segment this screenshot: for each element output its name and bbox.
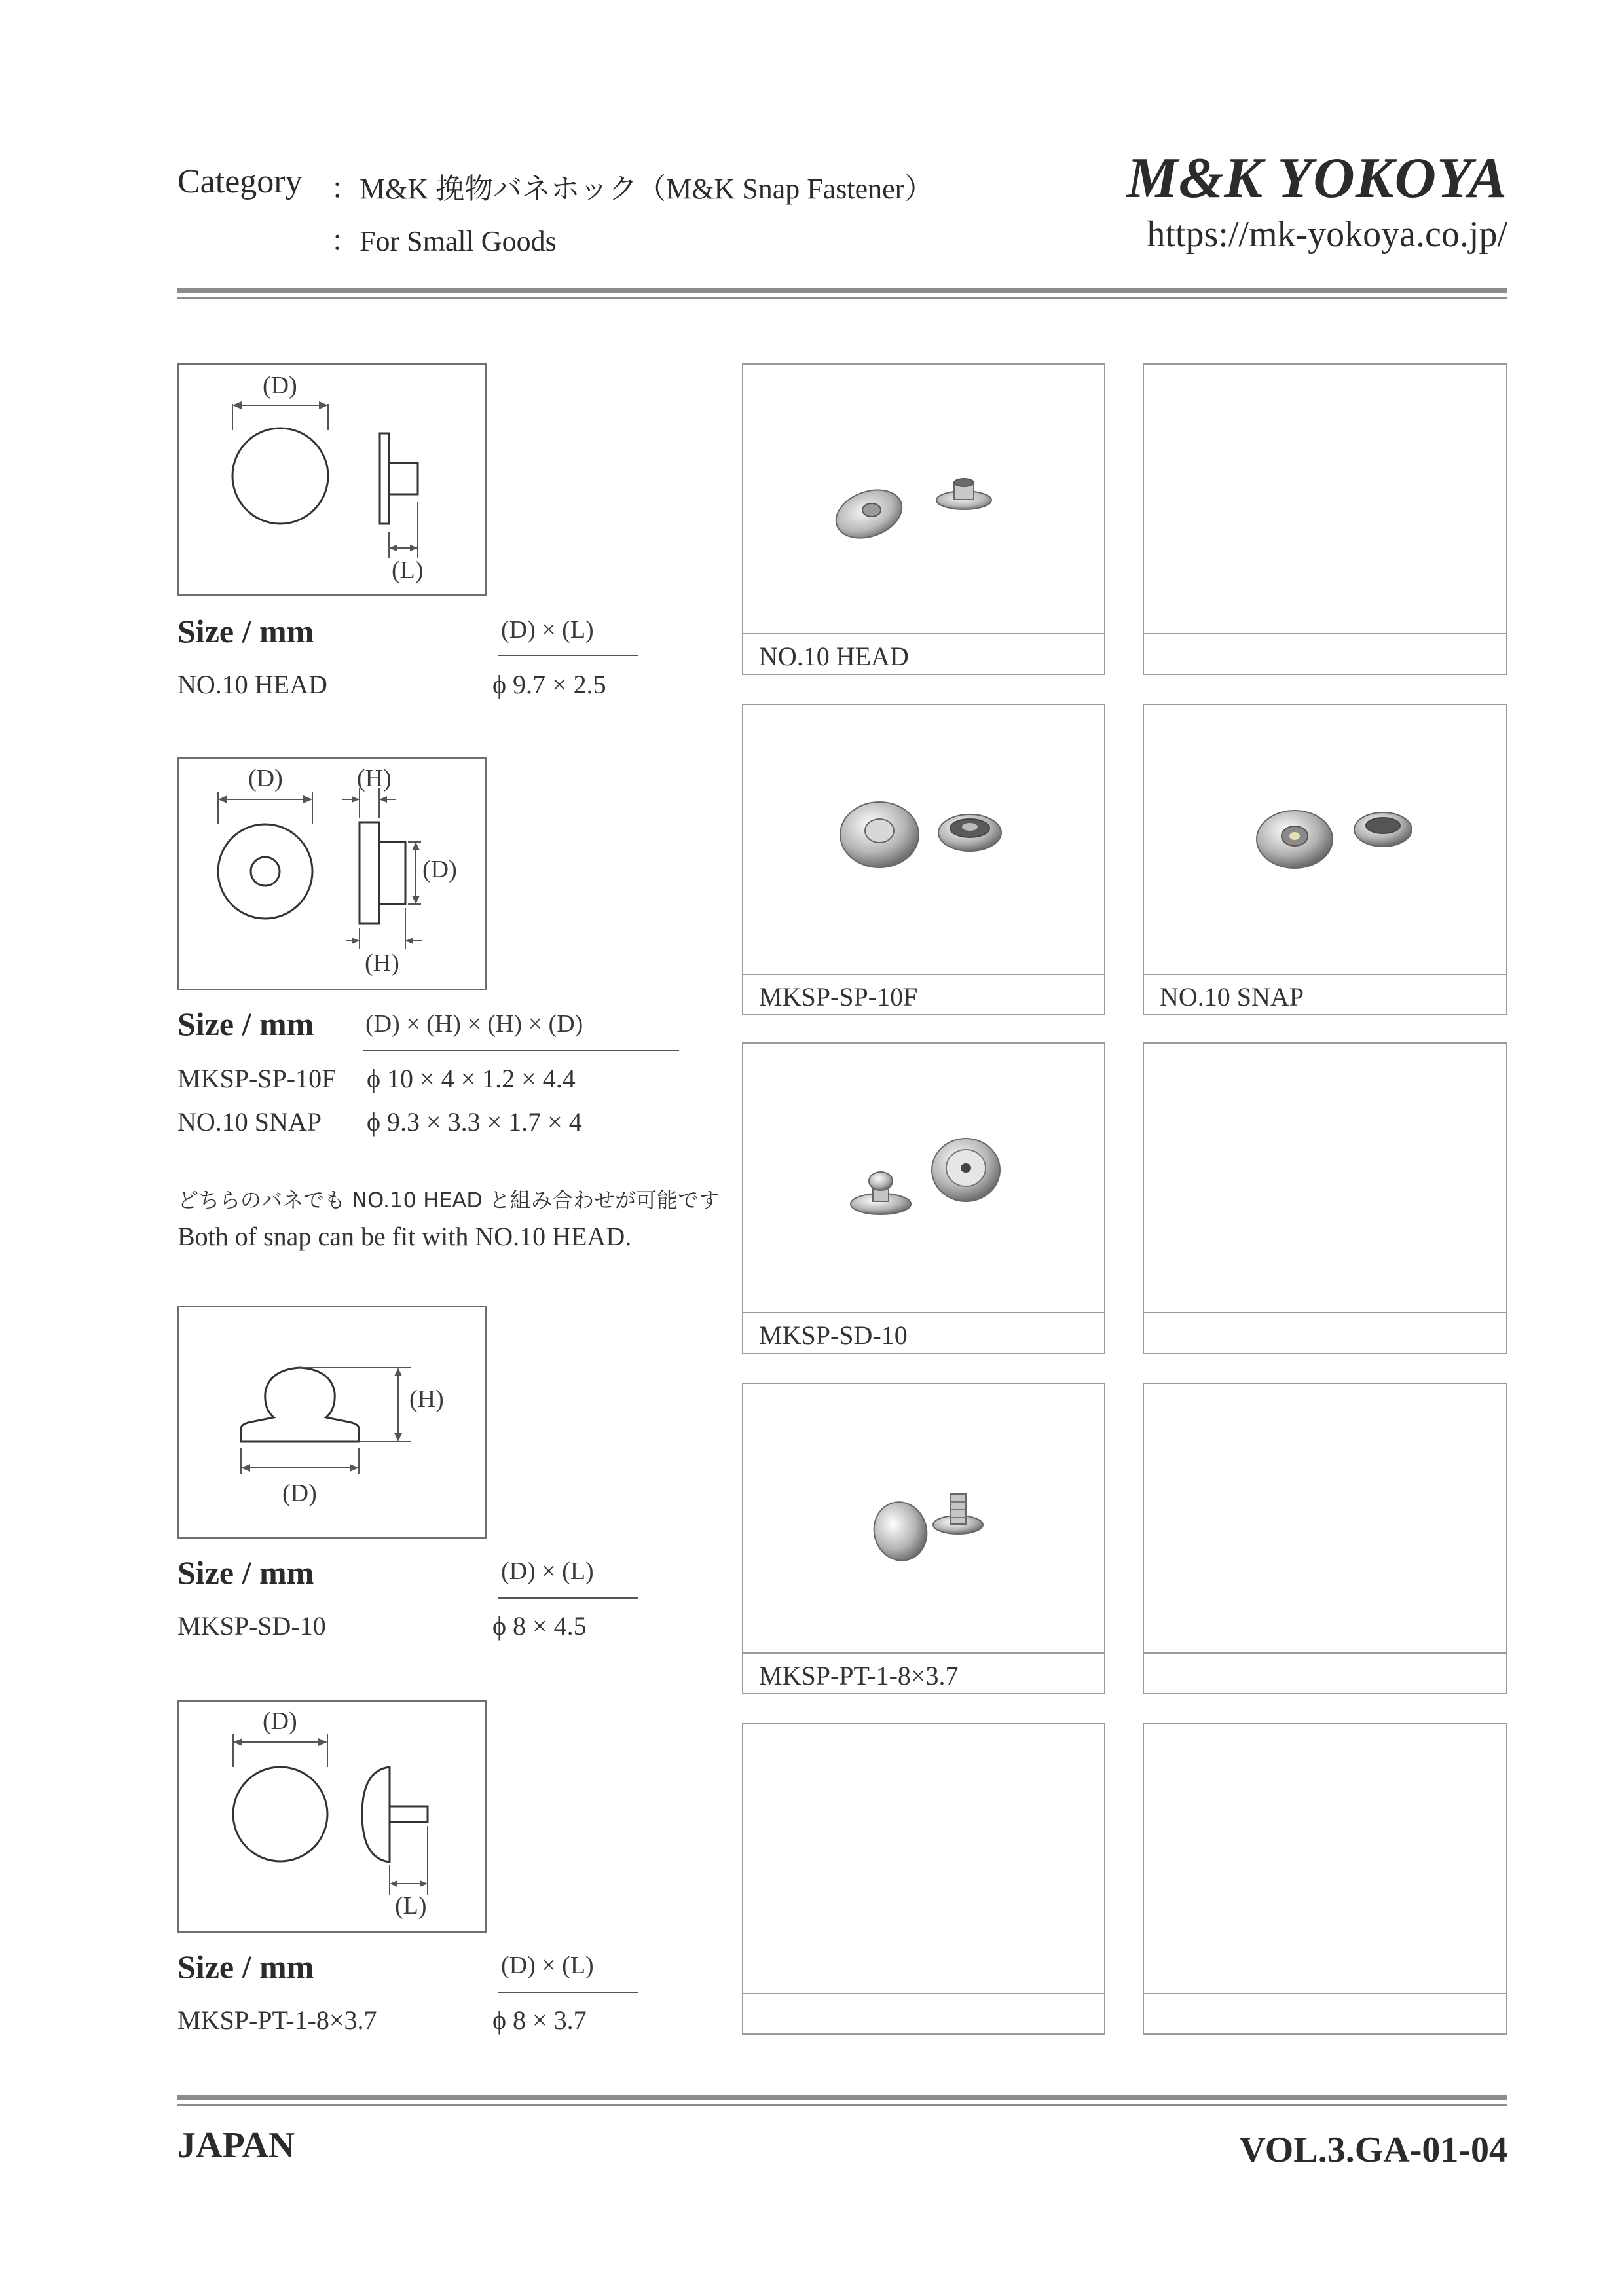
columns-rule xyxy=(498,1992,638,1993)
size-title: Size / mm xyxy=(177,1554,314,1591)
dim-l-label: (L) xyxy=(392,556,424,584)
post-drawing xyxy=(179,1702,488,1934)
model-name: MKSP-PT-1-8×3.7 xyxy=(177,2005,377,2035)
spring-f-photo xyxy=(743,705,1104,974)
size-columns: (D) × (H) × (H) × (D) xyxy=(365,1010,583,1038)
dim-h-label: (H) xyxy=(357,765,392,792)
stud-diagram xyxy=(177,1306,487,1539)
size-title: Size / mm xyxy=(177,1006,314,1042)
dim-d-label: (D) xyxy=(422,856,457,883)
model-size: ϕ 9.3 × 3.3 × 1.7 × 4 xyxy=(367,1107,582,1137)
dim-h-label: (H) xyxy=(365,949,399,977)
document-code: VOL.3.GA-01-04 xyxy=(1239,2130,1507,2170)
dim-l-label: (L) xyxy=(395,1892,427,1920)
product-card-no10-snap[interactable] xyxy=(1143,704,1507,1015)
footer-rule-thin xyxy=(177,2104,1507,2106)
product-card-empty xyxy=(1143,1042,1507,1354)
product-card-empty xyxy=(742,1723,1105,2035)
head-photo xyxy=(743,365,1104,633)
product-card-mksp-pt[interactable] xyxy=(742,1383,1105,1694)
model-name: MKSP-SP-10F xyxy=(177,1064,337,1093)
model-size: ϕ 8 × 3.7 xyxy=(492,2005,587,2035)
country-label: JAPAN xyxy=(177,2125,295,2166)
compatibility-note-en: Both of snap can be fit with NO.10 HEAD. xyxy=(177,1222,632,1251)
model-size: ϕ 9.7 × 2.5 xyxy=(492,670,606,699)
product-caption: MKSP-SD-10 xyxy=(759,1321,908,1350)
spring-photo xyxy=(1144,705,1506,974)
header-rule xyxy=(177,288,1507,293)
post-photo xyxy=(743,1384,1104,1652)
product-card-empty xyxy=(1143,1723,1507,2035)
category-label: Category xyxy=(177,163,303,200)
spring-diagram xyxy=(177,757,487,990)
product-caption: MKSP-PT-1-8×3.7 xyxy=(759,1661,959,1690)
model-size: ϕ 10 × 4 × 1.2 × 4.4 xyxy=(367,1064,576,1093)
stud-drawing xyxy=(179,1307,488,1540)
columns-rule xyxy=(363,1050,679,1051)
size-title: Size / mm xyxy=(177,1948,314,1985)
dim-d-label: (D) xyxy=(282,1480,317,1507)
product-card-empty xyxy=(1143,1383,1507,1694)
dim-h-label: (H) xyxy=(409,1385,444,1413)
compatibility-note-jp: どちらのバネでも NO.10 HEAD と組み合わせが可能です xyxy=(177,1188,720,1212)
category-use: ：For Small Goods xyxy=(331,225,557,257)
website-url[interactable]: https://mk-yokoya.co.jp/ xyxy=(1147,214,1507,255)
product-caption: NO.10 HEAD xyxy=(759,642,909,671)
model-name: NO.10 SNAP xyxy=(177,1107,322,1137)
dim-d-label: (D) xyxy=(263,372,297,399)
category-name: ：M&K 挽物バネホック（M&K Snap Fastener） xyxy=(331,173,934,205)
model-size: ϕ 8 × 4.5 xyxy=(492,1611,587,1641)
model-name: NO.10 HEAD xyxy=(177,670,327,699)
head-diagram xyxy=(177,363,487,596)
columns-rule xyxy=(498,1597,638,1599)
size-columns: (D) × (L) xyxy=(501,616,594,644)
head-drawing xyxy=(179,365,488,597)
stud-photo xyxy=(743,1044,1104,1312)
header-rule-thin xyxy=(177,297,1507,299)
size-columns: (D) × (L) xyxy=(501,1558,594,1585)
size-columns: (D) × (L) xyxy=(501,1952,594,1979)
product-card-mksp-sp-10f[interactable] xyxy=(742,704,1105,1015)
dim-d-label: (D) xyxy=(263,1707,297,1735)
brand-logo: M&K YOKOYA xyxy=(1126,147,1507,210)
product-card-no10-head[interactable] xyxy=(742,363,1105,675)
post-diagram xyxy=(177,1700,487,1933)
columns-rule xyxy=(498,655,638,656)
size-title: Size / mm xyxy=(177,613,314,649)
product-caption: NO.10 SNAP xyxy=(1160,982,1304,1011)
product-card-empty xyxy=(1143,363,1507,675)
model-name: MKSP-SD-10 xyxy=(177,1611,326,1641)
dim-d-label: (D) xyxy=(248,765,283,792)
footer-rule xyxy=(177,2095,1507,2100)
product-caption: MKSP-SP-10F xyxy=(759,982,918,1011)
product-card-mksp-sd-10[interactable] xyxy=(742,1042,1105,1354)
